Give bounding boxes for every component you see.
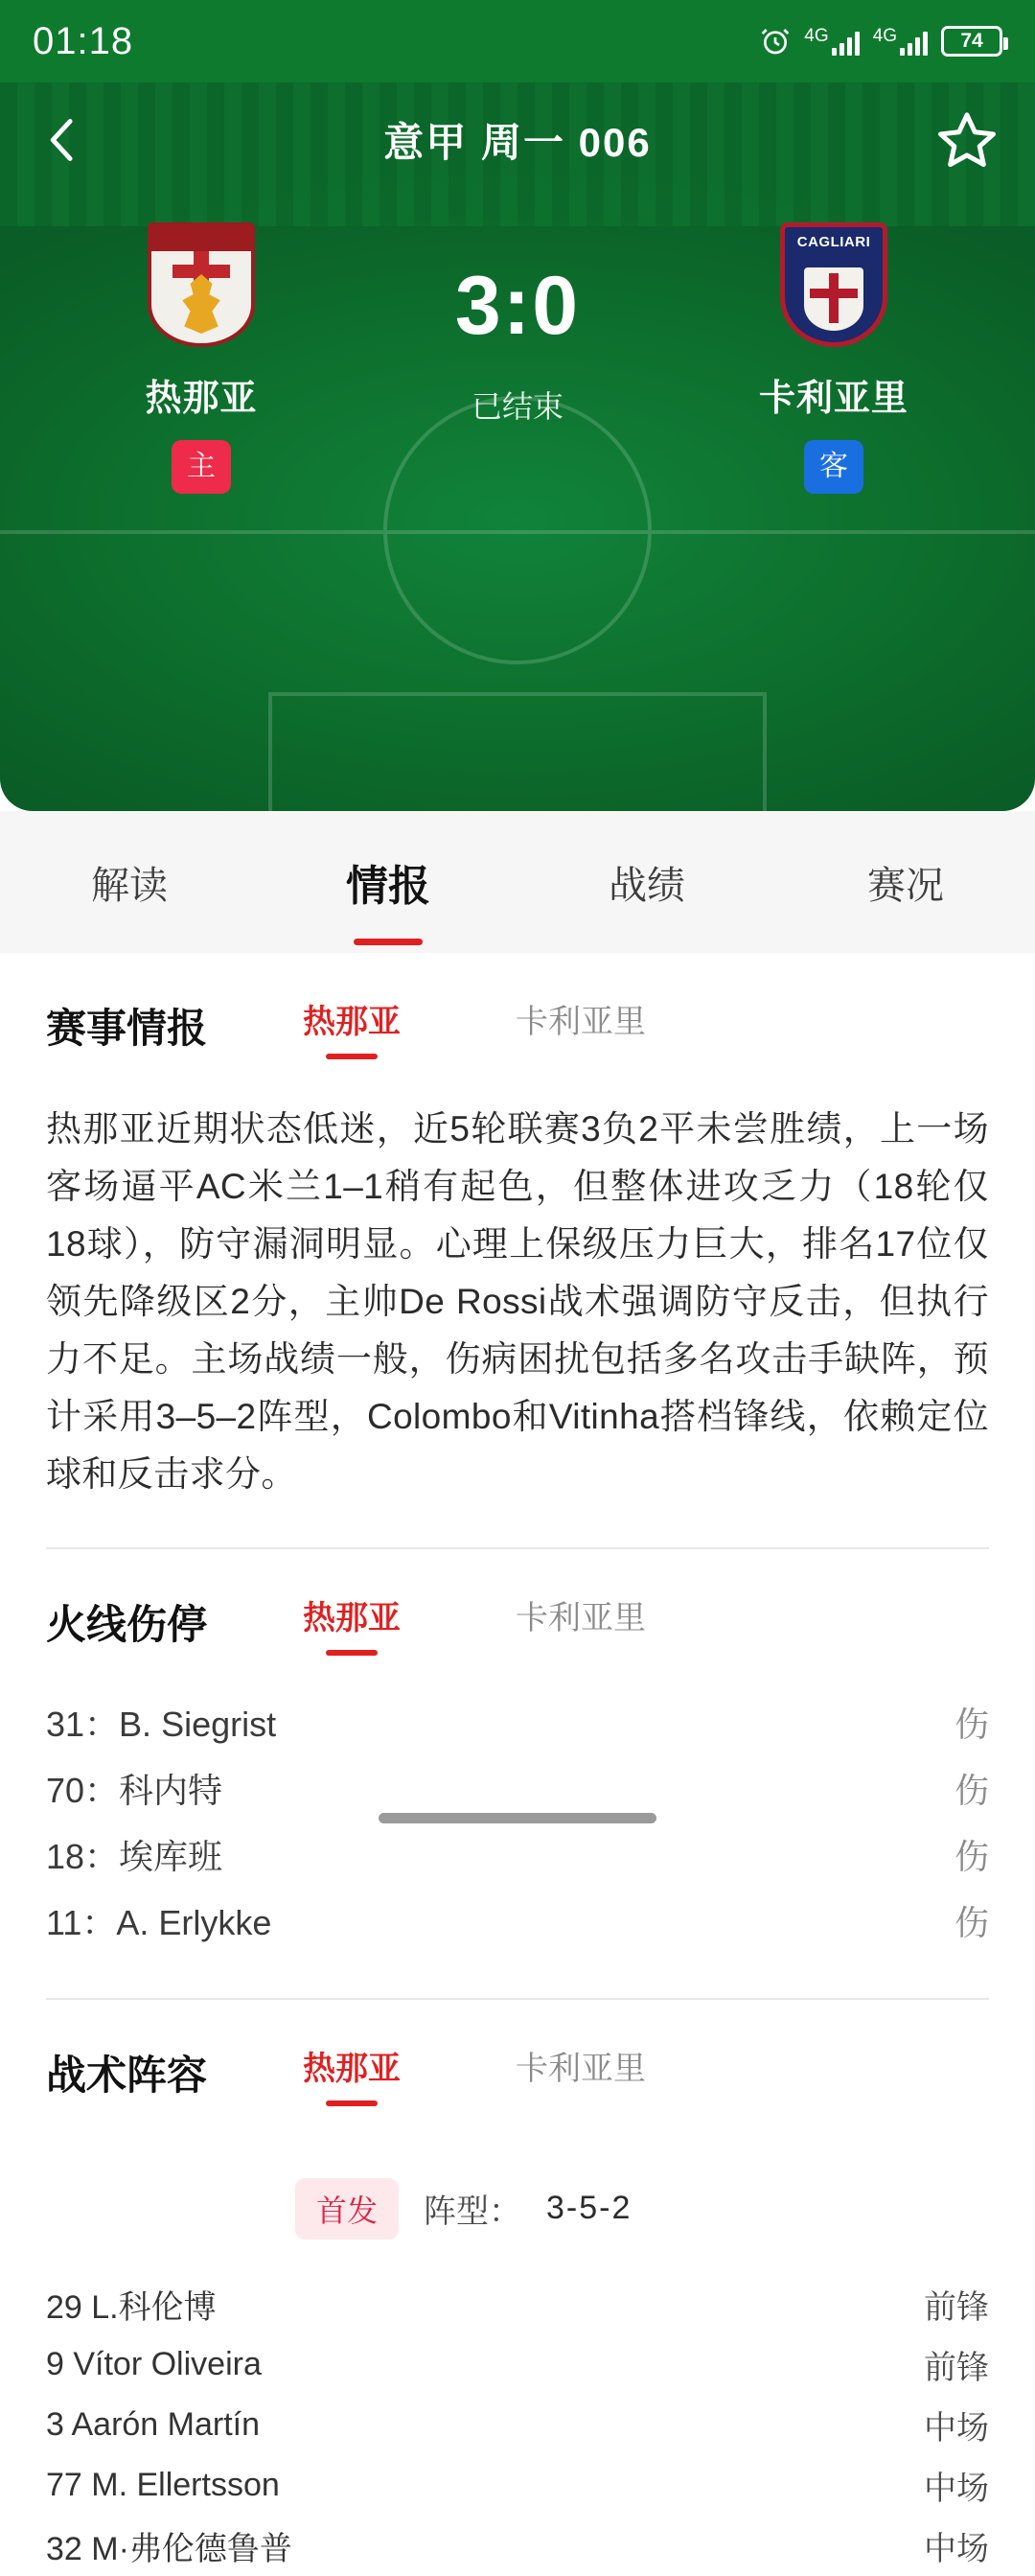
injury-player: 18：埃库班: [46, 1836, 223, 1876]
injury-player: 31：B. Siegrist: [46, 1704, 277, 1744]
list-item: [46, 2334, 989, 2395]
status-time: 01:18: [33, 19, 134, 62]
player-position: 中场: [924, 2530, 989, 2567]
injuries-header: [46, 1591, 989, 1651]
intel-title: 赛事情报: [46, 1006, 208, 1051]
signal-2: [873, 27, 928, 56]
injuries-switch-away[interactable]: 卡利亚里: [516, 1599, 647, 1636]
lineup-switch-away[interactable]: 卡利亚里: [516, 2050, 647, 2087]
content-area: [0, 953, 1035, 2576]
signal-1: [804, 27, 859, 56]
main-tabs: [0, 811, 1035, 953]
away-team[interactable]: [690, 222, 978, 494]
network-label-1: 4G: [804, 26, 829, 46]
navigation-bar: [0, 82, 1035, 197]
intel-paragraph: 热那亚近期状态低迷，近5轮联赛3负2平未尝胜绩，上一场客场逼平AC米兰1–1稍有起色，但整体进攻乏力（18轮仅18球），防守漏洞明显。心理上保级压力巨大，排名17位仅领先降级区2分，主帅De Rossi战术强调防守反击，但执行力不足。主场战绩一般，伤病困扰包括多名攻击手缺阵，预计采用3–5–2阵型，Colombo和Vitinha搭档锋线，依赖定位球和反击求分。: [46, 1109, 990, 1494]
home-team[interactable]: [58, 222, 345, 494]
table-row: [46, 1755, 989, 1822]
match-hero: [0, 82, 1035, 811]
player-name: 9 Vítor Oliveira: [46, 2345, 262, 2382]
status-bar: [0, 0, 1035, 82]
away-badge: 客: [804, 440, 863, 494]
player-position: 中场: [924, 2470, 989, 2507]
table-row: [46, 1822, 989, 1888]
alarm-icon: [760, 26, 791, 57]
back-arrow-icon[interactable]: [34, 112, 90, 168]
injuries-title: 火线伤停: [46, 1601, 208, 1647]
injuries-team-switch: [303, 1591, 646, 1638]
player-position: 前锋: [924, 2288, 989, 2326]
section-injuries: [0, 1549, 1035, 1954]
intel-team-switch: [303, 995, 646, 1042]
home-badge: 主: [172, 440, 231, 494]
intel-switch-home[interactable]: 热那亚: [303, 995, 401, 1042]
lineup-title: 战术阵容: [46, 2052, 208, 2098]
lineup-team-switch: [303, 2042, 646, 2089]
section-lineup: [0, 2000, 1035, 2576]
signal-bars-2: [900, 31, 928, 56]
list-item: [46, 2395, 989, 2455]
injury-player: 11：A. Erlykke: [46, 1902, 272, 1942]
table-row: [46, 1689, 989, 1755]
injuries-switch-home[interactable]: 热那亚: [303, 1591, 401, 1638]
starting-tag[interactable]: 首发: [295, 2178, 399, 2239]
injury-type: 伤: [954, 1902, 989, 1942]
network-label-2: 4G: [872, 26, 897, 46]
player-position: 中场: [924, 2409, 989, 2447]
battery-level: 74: [960, 30, 983, 52]
intel-switch-away[interactable]: 卡利亚里: [516, 1004, 647, 1040]
tab-interpretation[interactable]: 解读: [91, 864, 168, 907]
star-outline-icon[interactable]: [933, 106, 1000, 174]
home-indicator[interactable]: [379, 1813, 656, 1823]
player-name: 32 M·弗伦德鲁普: [46, 2530, 292, 2567]
genoa-crest-icon: [142, 222, 261, 351]
battery-icon: [941, 26, 1002, 57]
tab-live[interactable]: 赛况: [867, 864, 944, 907]
status-indicators: [760, 26, 1002, 57]
cagliari-crest-icon: CAGLIARI: [774, 222, 893, 351]
table-row: [46, 1888, 989, 1954]
player-position: 前锋: [924, 2349, 989, 2386]
injury-player: 70：科内特: [46, 1770, 223, 1810]
score-value: 3:0: [454, 260, 581, 352]
player-name: 29 L.科伦博: [46, 2288, 217, 2326]
injury-type: 伤: [954, 1836, 989, 1876]
tab-records[interactable]: 战绩: [609, 864, 685, 907]
tab-intel[interactable]: 情报: [259, 851, 518, 913]
player-name: 3 Aarón Martín: [46, 2405, 261, 2443]
formation-value: 3-5-2: [546, 2190, 632, 2227]
list-item: [46, 2455, 989, 2516]
away-team-name: 卡利亚里: [758, 379, 908, 419]
match-summary: [0, 197, 1035, 494]
injury-type: 伤: [954, 1770, 989, 1810]
player-list: [46, 2274, 989, 2576]
list-item: [46, 2516, 989, 2576]
page-title: 意甲 周一 006: [383, 120, 652, 165]
section-intel: [0, 953, 1035, 1503]
match-status: 已结束: [471, 389, 564, 424]
intel-header: [46, 995, 989, 1055]
injury-type: 伤: [954, 1704, 989, 1744]
list-item: [46, 2274, 989, 2334]
player-name: 77 M. Ellertsson: [46, 2466, 280, 2503]
lineup-meta: [46, 2178, 989, 2239]
home-team-name: 热那亚: [145, 379, 258, 419]
formation-label: 阵型：: [424, 2193, 522, 2231]
score-block: [359, 222, 676, 427]
lineup-switch-home[interactable]: 热那亚: [303, 2042, 401, 2089]
signal-bars-1: [832, 31, 860, 56]
lineup-header: [46, 2042, 989, 2101]
